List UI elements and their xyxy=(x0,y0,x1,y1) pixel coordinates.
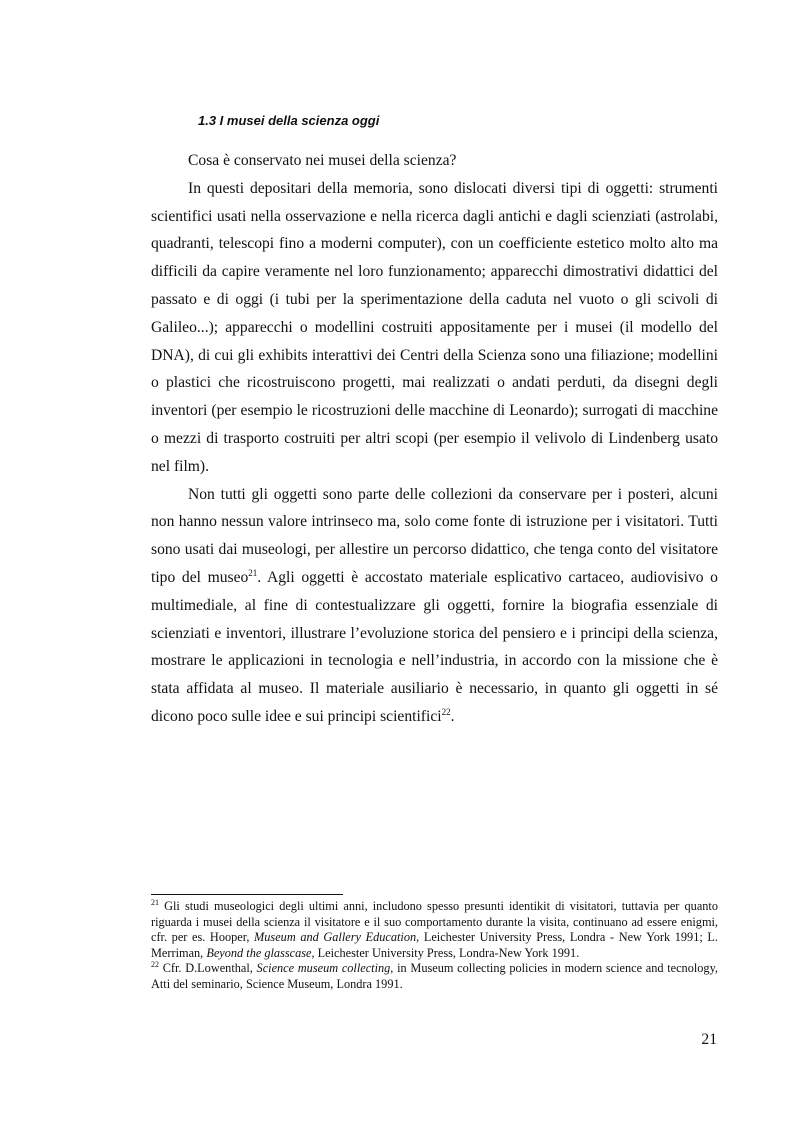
footnote-text: in Museum collecting policies in modern science and tecnology, Atti del seminario, Science Museum, Londra 1991. xyxy=(151,961,718,991)
paragraph-collections xyxy=(151,481,718,731)
paragraph-text: . Agli oggetti è accostato materiale esplicativo cartaceo, audiovisivo o multimediale, al fine di contestualizzare gli oggetti, fornire la biografia essenziale di scienziati e inventori, illustrare l’evoluzione storica del pensiero e i principi della scienza, mostrare le applicazioni in tecnologia e nell’industria, in accordo con la missione che è stata affidata al museo. Il materiale ausiliario è necessario, in quanto gli oggetti in sé dicono poco sulle idee e sui principi scientifici xyxy=(151,568,718,725)
footnote-ref-21[interactable]: 21 xyxy=(248,567,258,578)
paragraph-object-types: In questi depositari della memoria, sono dislocati diversi tipi di oggetti: strumenti scientifici usati nella osservazione e nella ricerca dagli antichi e dagli scienziati (astrolabi, quadranti, telescopi fino a moderni computer), con un coefficiente estetico molto alto ma difficili da capire veramente nel loro funzionamento; apparecchi dimostrativi didattici del passato e di oggi (i tubi per la sperimentazione della caduta nel vuoto o gli scivoli di Galileo...); apparecchi o modellini costruiti appositamente per i musei (il modello del DNA), di cui gli exhibits interattivi dei Centri della Scienza sono una filiazione; modellini o plastici che ricostruiscono progetti, mai realizzati o andati perduti, da disegni degli inventori (per esempio le ricostruzioni delle macchine di Leonardo); surrogati di macchine o mezzi di trasporto costruiti per altri scopi (per esempio il velivolo di Lindenberg usato nel film). xyxy=(151,179,718,475)
footnote-separator xyxy=(151,894,343,895)
footnote-ref-22[interactable]: 22 xyxy=(441,706,451,717)
footnote-number: 21 xyxy=(151,897,159,907)
footnote-21 xyxy=(151,899,718,961)
footnote-text: , Leichester University Press, Londra - New York 1991; L. Merriman, xyxy=(151,930,718,960)
book-title: Science museum collecting, xyxy=(256,961,394,976)
footnotes xyxy=(151,899,718,993)
footnote-22 xyxy=(151,961,718,992)
paragraph-text: . xyxy=(450,707,455,725)
paragraph-question: Cosa è conservato nei musei della scienza? xyxy=(188,152,457,169)
body-text xyxy=(151,147,718,731)
footnote-text: Cfr. D.Lowenthal, xyxy=(159,961,257,976)
footnote-number: 22 xyxy=(151,960,159,970)
book-title: Beyond the glasscase xyxy=(206,945,312,960)
footnote-text: Gli studi museologici degli ultimi anni, includono spesso presunti identikit di visitatori, tuttavia per quanto riguarda i musei della scienza il visitatore e il suo comportamento durante la visita, continuano ad essere enigmi, cfr. per es. Hooper, xyxy=(151,899,718,945)
page-number: 21 xyxy=(701,1031,717,1048)
book-title: Museum and Gallery Education xyxy=(254,930,417,945)
footnote-text: , Leichester University Press, Londra-New York 1991. xyxy=(311,945,580,960)
paragraph-text: Non tutti gli oggetti sono parte delle collezioni da conservare per i posteri, alcuni non hanno nessun valore intrinseco ma, solo come fonte di istruzione per i visitatori. Tutti sono usati dai museologi, per allestire un percorso didattico, che tenga conto del visitatore tipo del museo xyxy=(151,485,718,586)
section-heading: 1.3 I musei della scienza oggi xyxy=(198,113,380,128)
